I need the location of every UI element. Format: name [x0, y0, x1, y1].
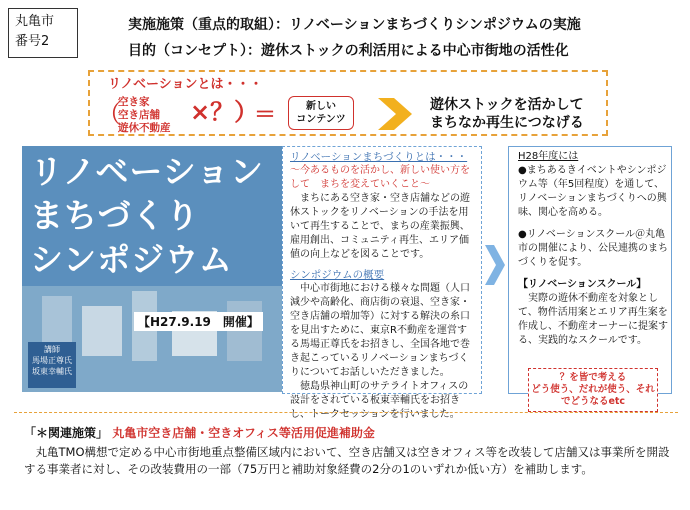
speaker-1: 馬場正尊氏	[32, 356, 72, 365]
purpose-title: 目的（コンセプト）：遊休ストックの利活用による中心市街地の活性化	[128, 43, 569, 59]
result-line1: 遊休ストックを活かして	[430, 97, 584, 113]
poster-title-line3: シンポジウム	[30, 240, 233, 279]
symposium-poster	[22, 146, 282, 392]
right-content	[518, 150, 668, 348]
new-content-box	[288, 96, 354, 130]
poster-title-line2: まちづくり	[30, 196, 200, 235]
new-content-line1: 新しい	[306, 101, 336, 112]
new-content-line2: コンテンツ	[296, 114, 346, 125]
poster-title	[30, 150, 264, 282]
related-title: 丸亀市空き店舗・空きオフィス等活用促進補助金	[112, 426, 375, 440]
section1-body: まちにある空き家・空き店舗などの遊休ストックをリノベーションの手法を用いて再生することで、まちの産業振興、雇用創出、コミュニティ再生、エリア価値の向上などを図ることです。	[290, 193, 470, 260]
times-question: ×？）	[190, 98, 259, 126]
related-body	[24, 444, 674, 478]
city-label: 丸亀市	[15, 14, 55, 29]
question-box	[528, 368, 658, 412]
open-paren: （	[96, 100, 123, 130]
poster-speakers	[28, 342, 76, 388]
speaker-2: 坂東幸輔氏	[32, 367, 72, 376]
related-heading	[24, 424, 375, 441]
result-text	[430, 96, 584, 132]
poster-title-line1: リノベーション	[30, 152, 265, 191]
school-body: 実際の遊休不動産を対象として、物件活用案とエリア再生案を作成し、不動産オーナーに提案する、実践的なスクールです。	[518, 293, 668, 346]
related-label: 「＊関連施策」	[24, 426, 109, 440]
section1-subtitle: ～今あるものを活かし、新しい使い方をして まちを変えていくこと～	[290, 165, 470, 190]
related-body-text: 丸亀TMO構想で定める中心市街地重点整備区域内において、空き店舗又は空きオフィス等を改装して店舗又は事業所を開設する事業者に対し、その改装費用の一部（75万円と補助対象経費の2分の1のいずれか低い方）を補助します。	[24, 445, 670, 476]
renovation-heading: リノベーションとは・・・	[108, 77, 263, 92]
plan-item-1: ●まちあるきイベントやシンポジウム等（年5回程度）を通して、リノベーションまちづくりへの興味、関心を高める。	[518, 165, 667, 218]
item-yukyu: 遊休不動産	[118, 122, 171, 134]
speakers-label: 講師	[44, 345, 60, 354]
right-title: H28年度には	[518, 151, 579, 162]
measure-title: 実施施策（重点的取組）：リノベーションまちづくりシンポジウムの実施	[128, 17, 581, 33]
section1-title: リノベーションまちづくりとは・・・	[290, 151, 468, 163]
section2-body2: 徳島県神山町のサテライトオフィスの設計をされている板東幸輔氏をお招きし、トークセッションを行いました。	[290, 381, 469, 420]
plan-item-2: ●リノベーションスクール＠丸亀市の開催により、公民連携のまちづくりを促す。	[518, 229, 668, 268]
section2-title: シンポジウムの概要	[290, 269, 385, 281]
poster-date: 【H27.9.19 開催】	[134, 312, 263, 331]
id-box	[8, 8, 78, 58]
arrow-right-icon	[376, 94, 416, 134]
question-title: ？を皆で考える	[559, 372, 627, 383]
section2-body: 中心市街地における様々な問題（人口減少や高齢化、商店街の衰退、空き家・空き店舗の増加等）に対する解決の糸口を見出すために、東京R不動産を運営する馬場正尊氏をお招きし、全国各地で巻き起こっているリノベーションまちづくりについてお話しいただきました。	[290, 283, 470, 378]
middle-section-2	[290, 268, 476, 422]
arrow-right-icon	[484, 240, 506, 290]
equals-sign: ＝	[254, 103, 277, 128]
item-akiya: 空き家	[118, 96, 150, 108]
school-title: 【リノベーションスクール】	[518, 279, 647, 290]
middle-section-1	[290, 150, 476, 262]
question-body: どう使う、だれが使う、それでどうなるetc	[531, 384, 655, 407]
number-label: 番号2	[15, 34, 50, 49]
renovation-items	[118, 96, 171, 135]
item-akitenpo: 空き店舗	[118, 109, 160, 121]
result-line2: まちなか再生につなげる	[430, 115, 584, 131]
